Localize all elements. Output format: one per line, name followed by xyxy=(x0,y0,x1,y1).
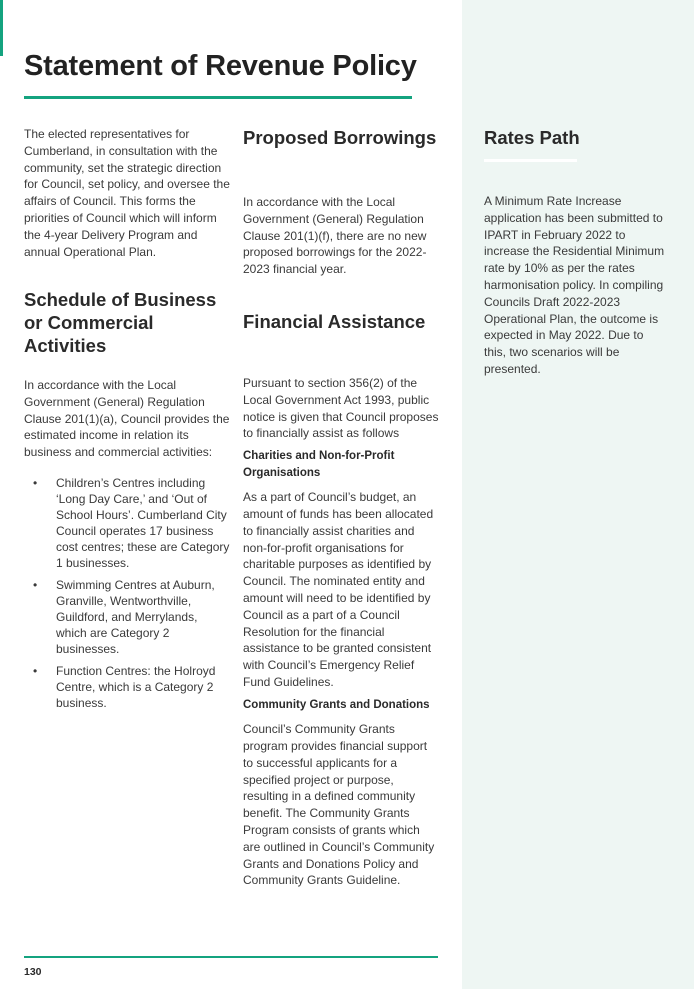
financial-heading: Financial Assistance xyxy=(243,311,426,332)
business-paragraph: In accordance with the Local Government (General) Regulation Clause 201(1)(a), Council provides the estimated income in relation its business and commercial activities: xyxy=(24,378,230,460)
list-item xyxy=(24,663,230,711)
page-title: Statement of Revenue Policy xyxy=(24,50,417,82)
edge-accent-bar xyxy=(0,0,3,56)
rates-underline xyxy=(484,159,577,162)
list-item xyxy=(24,577,230,657)
rates-body xyxy=(484,193,666,378)
financial-body xyxy=(243,375,439,889)
borrowings-paragraph: In accordance with the Local Government (General) Regulation Clause 201(1)(f), there are no new proposed borrowings for the 2022-2023 financial year. xyxy=(243,195,427,277)
grants-heading: Community Grants and Donations xyxy=(243,698,430,711)
footer-rule xyxy=(24,956,438,958)
list-item xyxy=(24,475,230,571)
page-number: 130 xyxy=(24,966,42,978)
list-item-text: Swimming Centres at Auburn, Granville, Wentworthville, Guildford, and Merrylands, which are Category 2 businesses. xyxy=(56,577,215,656)
intro-section xyxy=(24,126,230,260)
charities-paragraph: As a part of Council’s budget, an amount of funds has been allocated to financially assist charities and non-for-profit organisations for charitable purposes as identified by Council. The nominated entity and amount will need to be identified by Council as a part of a Council Resolution for the financial assistance to be granted consistent with Council’s Emergency Relief Fund Guidelines. xyxy=(243,490,434,689)
borrowings-heading: Proposed Borrowings xyxy=(243,127,437,148)
rates-heading: Rates Path xyxy=(484,127,580,148)
title-underline xyxy=(24,96,412,99)
grants-paragraph: Council’s Community Grants program provides financial support to successful applicants for a specified project or purpose, resulting in a defined community benefit. The Community Grants Program consists of grants which are outlined in Council’s Community Grants and Donations Policy and Community Grants Guideline. xyxy=(243,722,435,888)
business-heading: Schedule of Business or Commercial Activities xyxy=(24,289,217,356)
business-list xyxy=(24,475,230,711)
bullet-icon: • xyxy=(33,663,38,678)
rates-paragraph: A Minimum Rate Increase application has been submitted to IPART in February 2022 to increase the Residential Minimum rate by 10% as per the rates harmonisation policy. In compiling Councils Draft 2022-2023 Operational Plan, the outcome is expected in May 2022. Due to this, two scenarios will be presented. xyxy=(484,194,665,376)
borrowings-body xyxy=(243,194,439,278)
rates-section xyxy=(484,126,666,149)
bullet-icon: • xyxy=(33,577,38,592)
business-body xyxy=(24,377,230,717)
list-item-text: Function Centres: the Holroyd Centre, which is a Category 2 business. xyxy=(56,663,216,710)
list-item-text: Children’s Centres including ‘Long Day Care,’ and ‘Out of School Hours’. Cumberland City Council operates 17 business cost centres; these are Category 1 businesses. xyxy=(56,475,230,570)
financial-paragraph: Pursuant to section 356(2) of the Local Government Act 1993, public notice is given that Council proposes to financially assist as follows xyxy=(243,376,439,441)
charities-heading: Charities and Non-for-Profit Organisations xyxy=(243,450,395,479)
financial-section xyxy=(243,310,439,333)
borrowings-section xyxy=(243,126,439,149)
bullet-icon: • xyxy=(33,475,38,490)
intro-paragraph: The elected representatives for Cumberland, in consultation with the community, set the strategic direction for Council, set policy, and oversee the affairs of Council. This forms the priorities of Council which will inform the 4-year Delivery Program and annual Operational Plan. xyxy=(24,127,230,259)
business-section xyxy=(24,288,230,357)
